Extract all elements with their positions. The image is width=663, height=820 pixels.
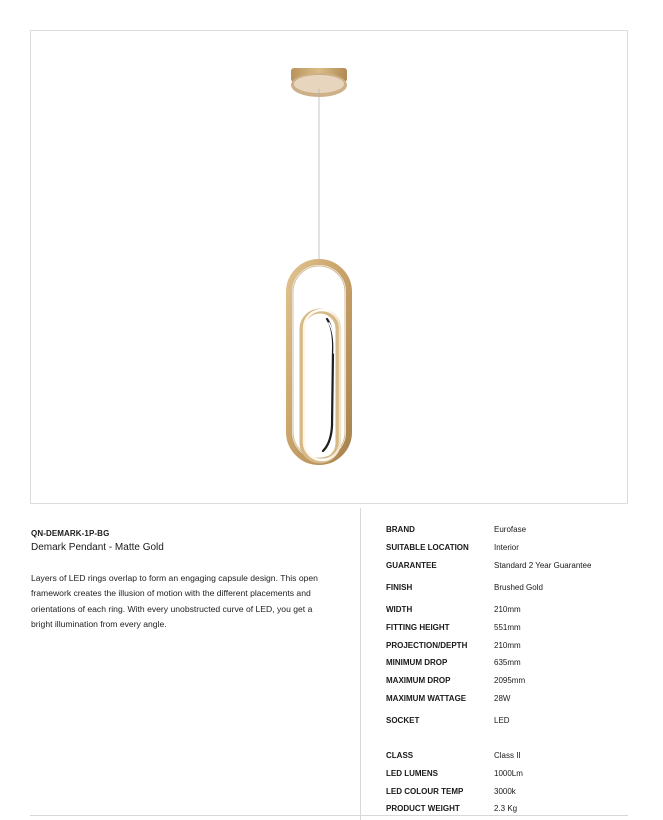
spec-row-finish — [386, 582, 626, 594]
spec-label: LED COLOUR TEMP — [386, 787, 464, 796]
spec-value: 2095mm — [494, 676, 526, 685]
spec-value: Class II — [494, 751, 521, 760]
spec-row-weight — [386, 803, 626, 815]
spec-label: PRODUCT WEIGHT — [386, 804, 460, 813]
spec-row-led-lumens — [386, 768, 626, 780]
spec-row-socket — [386, 715, 626, 727]
spec-row-width — [386, 604, 626, 616]
spec-label: PROJECTION/DEPTH — [386, 641, 468, 650]
spec-label: MINIMUM DROP — [386, 658, 448, 667]
column-divider — [360, 508, 361, 820]
spec-value: Standard 2 Year Guarantee — [494, 561, 592, 570]
spec-value: 551mm — [494, 623, 521, 632]
spec-label: WIDTH — [386, 605, 413, 614]
spec-label: MAXIMUM DROP — [386, 676, 451, 685]
spec-label: SOCKET — [386, 716, 420, 725]
spec-value: 635mm — [494, 658, 521, 667]
spec-row-brand — [386, 524, 626, 536]
spec-value: 3000k — [494, 787, 516, 796]
spec-label: LED LUMENS — [386, 769, 438, 778]
spec-value: 28W — [494, 694, 511, 703]
spec-row-guarantee — [386, 560, 626, 572]
inner-led-ring — [302, 310, 340, 461]
bottom-rule — [30, 815, 628, 816]
spec-value: Brushed Gold — [494, 583, 543, 592]
spec-row-projection — [386, 640, 626, 652]
spec-value: 1000Lm — [494, 769, 523, 778]
spec-label: SUITABLE LOCATION — [386, 543, 469, 552]
product-name: Demark Pendant - Matte Gold — [31, 542, 164, 553]
spec-value: Interior — [494, 543, 519, 552]
spec-label: CLASS — [386, 751, 414, 760]
spec-row-maximum-drop — [386, 675, 626, 687]
pendant-light-image — [31, 31, 629, 505]
spec-label: BRAND — [386, 525, 415, 534]
spec-value: 210mm — [494, 605, 521, 614]
spec-label: FITTING HEIGHT — [386, 623, 450, 632]
spec-value: Eurofase — [494, 525, 527, 534]
spec-row-location — [386, 542, 626, 554]
spec-row-colour-temp — [386, 786, 626, 798]
product-image-frame — [30, 30, 628, 504]
spec-label: GUARANTEE — [386, 561, 437, 570]
spec-row-minimum-drop — [386, 657, 626, 669]
spec-value: LED — [494, 716, 510, 725]
spec-label: FINISH — [386, 583, 413, 592]
spec-value: 2.3 Kg — [494, 804, 518, 813]
product-summary — [31, 528, 331, 633]
spec-value: 210mm — [494, 641, 521, 650]
spec-label: MAXIMUM WATTAGE — [386, 694, 467, 703]
spec-row-class — [386, 750, 626, 762]
product-sku: QN-DEMARK-1P-BG — [31, 529, 110, 538]
product-description: Layers of LED rings overlap to form an engaging capsule design. This open framework creates the illusion of motion with the different placements and orientations of each ring. With every unobstructed curve of LED, you get a bright illumination from every angle. — [31, 573, 318, 630]
spec-row-maximum-wattage — [386, 693, 626, 705]
spec-row-fitting-height — [386, 622, 626, 634]
